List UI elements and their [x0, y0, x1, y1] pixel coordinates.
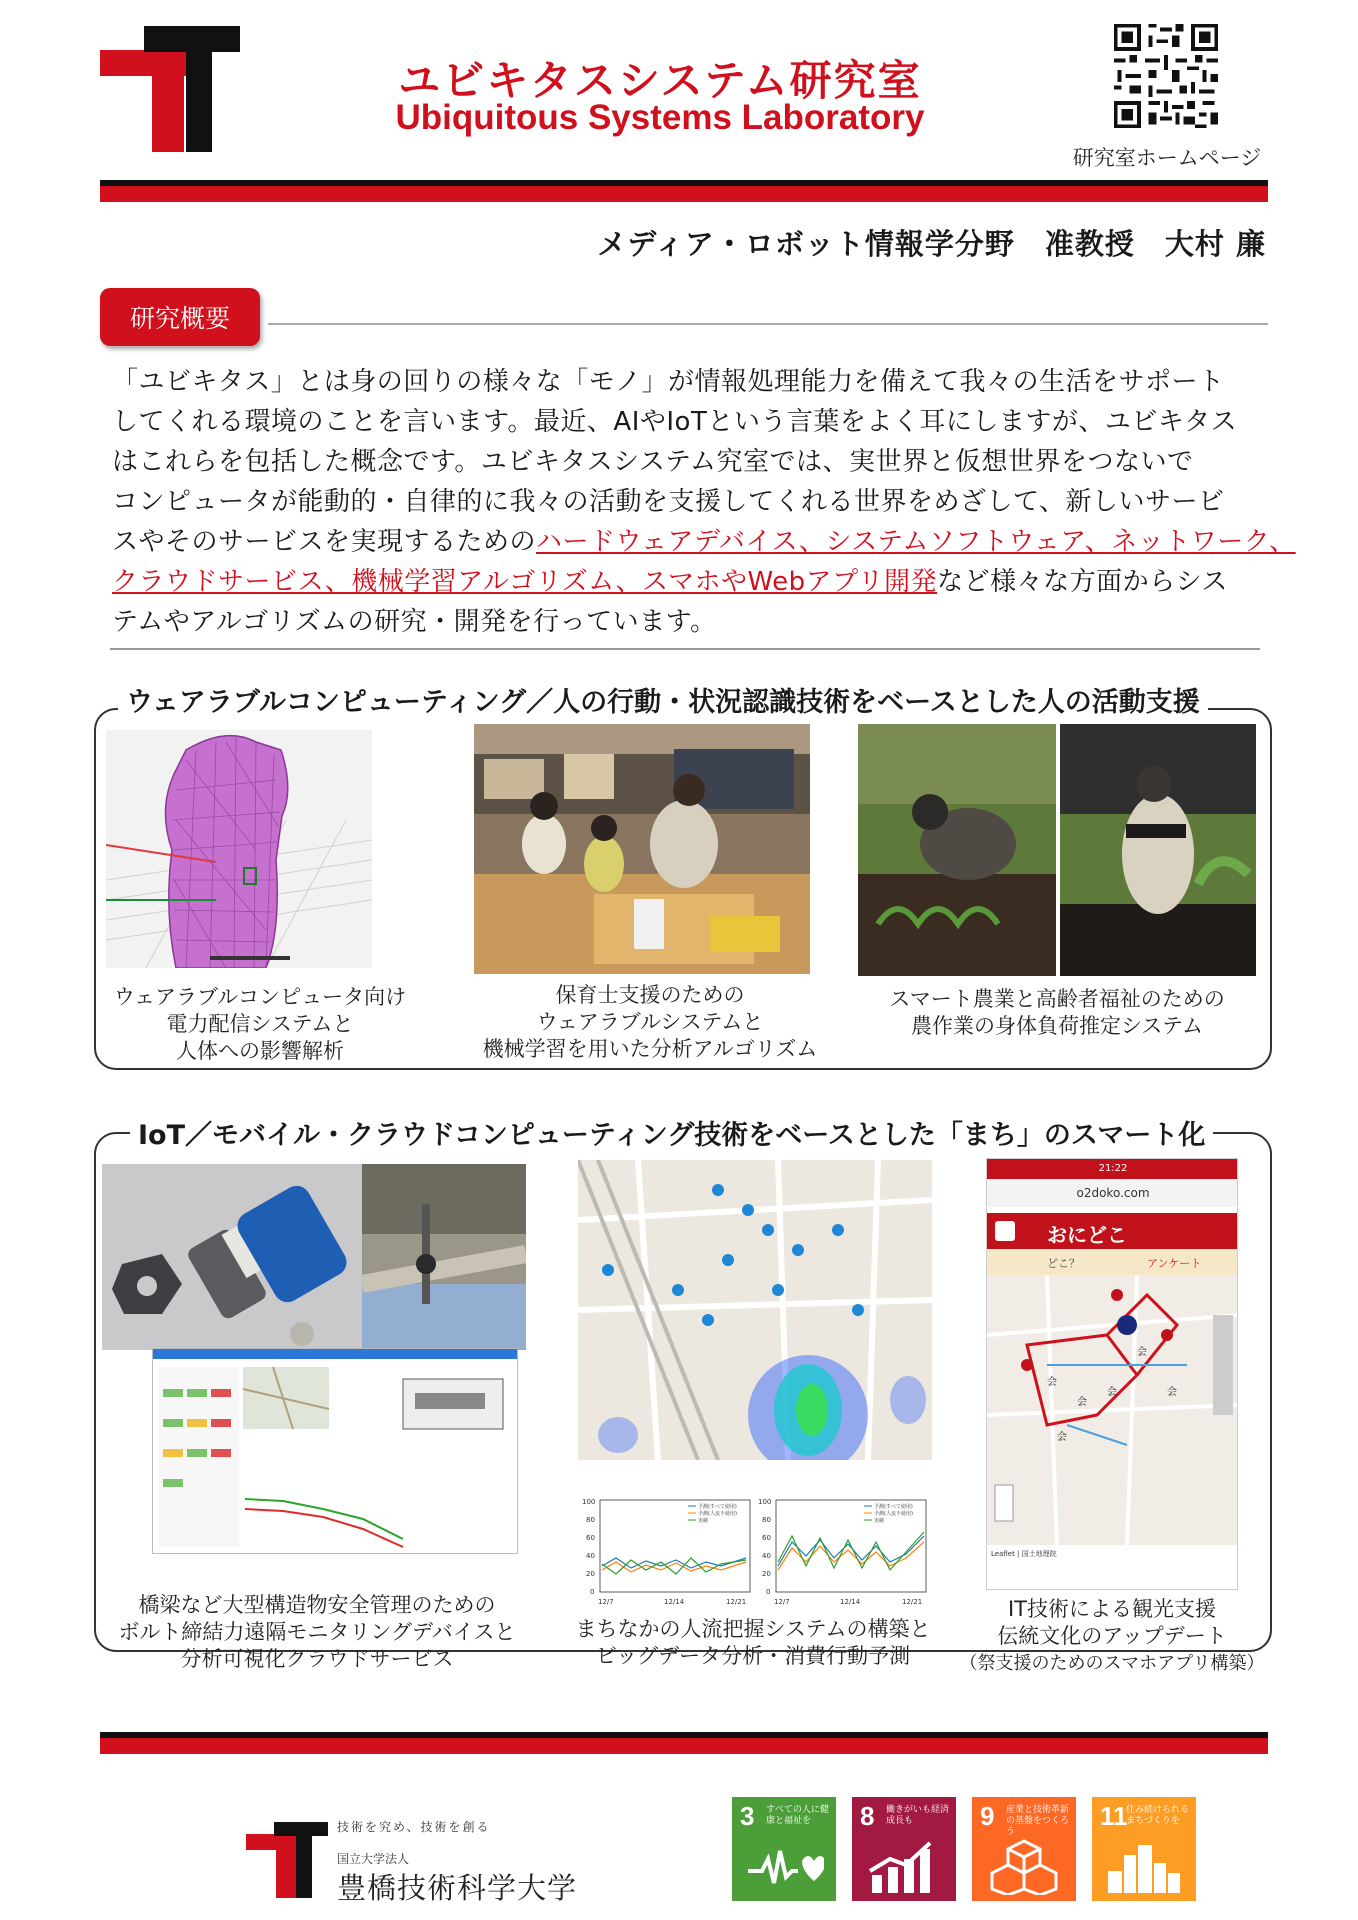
overview-line	[112, 442, 1262, 482]
svg-text:予測(人流不使用): 予測(人流不使用)	[874, 1511, 913, 1517]
university-tagline: 技術を究め、技術を創る	[337, 1820, 491, 1834]
svg-text:実績: 実績	[874, 1518, 885, 1524]
svg-text:20: 20	[762, 1570, 771, 1578]
svg-text:0: 0	[590, 1588, 595, 1596]
svg-text:予測(人流不使用): 予測(人流不使用)	[698, 1511, 737, 1517]
overview-text-run: テムやアルゴリズムの研究・開発を行っています。	[112, 607, 717, 637]
qr-code[interactable]	[1110, 20, 1222, 132]
caption-wearable-power: ウェアラブルコンピュータ向け 電力配信システムと 人体への影響解析	[113, 985, 407, 1063]
browser-url-bar[interactable]: o2doko.com	[987, 1179, 1238, 1207]
lab-name-jp: ユビキタスシステム研究室	[398, 56, 922, 105]
bridge-installation-photo	[362, 1164, 526, 1350]
caption-people-flow: まちなかの人流把握システムの構築と ビッグデータ分析・消費行動予測	[575, 1617, 931, 1668]
svg-text:0: 0	[766, 1588, 771, 1596]
svg-text:100: 100	[582, 1498, 596, 1506]
svg-text:実績: 実績	[698, 1518, 709, 1524]
university-corp-label: 国立大学法人	[337, 1852, 410, 1866]
caption-nursery: 保育士支援のための ウェアラブルシステムと 機械学習を用いた分析アルゴリズム	[482, 983, 818, 1061]
panel-iot-city-title: IoT／モバイル・クラウドコンピューティング技術をベースとした「まち」のスマート化	[130, 1113, 1213, 1152]
svg-text:12/7: 12/7	[774, 1598, 790, 1606]
app-subbar	[987, 1249, 1238, 1275]
overview-text-run: スやそのサービスを実現するための	[112, 527, 537, 557]
forecast-chart-right	[756, 1496, 932, 1606]
overview-line	[112, 362, 1262, 402]
svg-text:会: 会	[1167, 1387, 1177, 1398]
caption-farm: スマート農業と高齢者福祉のための 農作業の身体負荷推定システム	[889, 987, 1225, 1038]
city-buildings-icon	[1104, 1837, 1184, 1895]
overview-text-run: など様々な方面からシス	[937, 567, 1228, 597]
svg-text:会: 会	[1077, 1397, 1087, 1408]
caption-tourism-app: IT技術による観光支援 伝統文化のアップデート （祭支援のためのスマホアプリ構築）	[959, 1597, 1265, 1674]
survey-link[interactable]: アンケート	[1147, 1257, 1202, 1270]
growth-chart-icon	[864, 1837, 944, 1895]
overview-line	[112, 482, 1262, 522]
app-header	[987, 1213, 1238, 1249]
svg-text:80: 80	[762, 1516, 771, 1524]
lab-logo-mark	[100, 26, 240, 154]
wearable-body-simulation-image	[106, 730, 372, 968]
people-flow-map	[578, 1160, 932, 1460]
sdg-3-badge: 3 すべての人に健康と福祉を	[732, 1797, 836, 1901]
lab-name-en: Ubiquitous Systems Laboratory	[395, 98, 925, 137]
overview-highlight: クラウドサービス、機械学習アルゴリズム、スマホやWebアプリ開発	[112, 567, 938, 597]
university-logo-mark	[246, 1822, 328, 1898]
svg-text:40: 40	[586, 1552, 595, 1560]
hamburger-menu-icon[interactable]	[995, 1221, 1015, 1241]
monitoring-dashboard-screenshot	[152, 1348, 518, 1554]
overview-text	[112, 362, 1296, 642]
phone-status-bar: 21:22	[987, 1159, 1238, 1179]
overview-tag-rule	[268, 323, 1268, 325]
sdg-9-badge: 9 産業と技術革新の基盤をつくろう	[972, 1797, 1076, 1901]
overview-text-run: してくれる環境のことを言います。最近、AIやIoTという言葉をよく耳にしますが、ユビキタス	[112, 407, 1238, 437]
farm-work-photo	[858, 724, 1256, 976]
section-divider	[110, 648, 1260, 650]
svg-text:80: 80	[586, 1516, 595, 1524]
author-line: メディア・ロボット情報学分野 准教授 大村 廉	[597, 227, 1266, 261]
svg-text:予測(すべて使用): 予測(すべて使用)	[874, 1504, 913, 1510]
festival-map[interactable]	[987, 1275, 1238, 1545]
svg-text:100: 100	[758, 1498, 772, 1506]
footer-rule-red	[100, 1738, 1268, 1754]
university-name: 豊橋技術科学大学	[337, 1871, 578, 1905]
forecast-chart-left	[576, 1496, 756, 1606]
svg-text:40: 40	[762, 1552, 771, 1560]
app-name: おにどこ	[1047, 1223, 1127, 1247]
cubes-icon	[984, 1837, 1064, 1895]
overview-line	[112, 562, 1262, 602]
header-rule-red	[100, 186, 1268, 202]
panel-wearable-title: ウェアラブルコンピューティング／人の行動・状況認識技術をベースとした人の活動支援	[118, 680, 1208, 719]
svg-text:60: 60	[586, 1534, 595, 1542]
sdg-8-badge: 8 働きがいも経済成長も	[852, 1797, 956, 1901]
overview-text-run: コンピュータが能動的・自律的に我々の活動を支援してくれる世界をめざして、新しいサービ	[112, 487, 1225, 517]
overview-line	[112, 402, 1262, 442]
overview-line	[112, 602, 1262, 642]
where-label[interactable]: どこ？	[1047, 1257, 1080, 1270]
nursery-classroom-photo	[474, 724, 810, 974]
svg-text:会: 会	[1137, 1347, 1147, 1358]
heartbeat-icon	[744, 1837, 824, 1895]
svg-text:20: 20	[586, 1570, 595, 1578]
overview-line	[112, 522, 1296, 562]
sdg-11-badge: 11 住み続けられるまちづくりを	[1092, 1797, 1196, 1901]
svg-text:会: 会	[1057, 1432, 1067, 1443]
qr-caption: 研究室ホームページ	[1072, 146, 1262, 170]
svg-text:12/21: 12/21	[902, 1598, 923, 1606]
svg-text:12/14: 12/14	[840, 1598, 861, 1606]
svg-text:12/14: 12/14	[664, 1598, 685, 1606]
svg-text:会: 会	[1107, 1387, 1117, 1398]
caption-bolt-monitoring: 橋梁など大型構造物安全管理のための ボルト締結力遠隔モニタリングデバイスと 分析可視化クラウドサービス	[118, 1593, 516, 1671]
svg-text:12/7: 12/7	[598, 1598, 614, 1606]
svg-text:会: 会	[1047, 1377, 1057, 1388]
onidoko-app-screenshot	[986, 1158, 1238, 1590]
svg-text:予測(すべて使用): 予測(すべて使用)	[698, 1504, 737, 1510]
svg-text:60: 60	[762, 1534, 771, 1542]
overview-text-run: 「ユビキタス」とは身の回りの様々な「モノ」が情報処理能力を備えて我々の生活をサポート	[112, 367, 1225, 397]
overview-text-run: はこれらを包括した概念です。ユビキタスシステム究室では、実世界と仮想世界をつないで	[112, 447, 1194, 477]
overview-tag: 研究概要	[100, 288, 260, 346]
overview-highlight: ハードウェアデバイス、システムソフトウェア、ネットワーク、	[536, 527, 1296, 557]
bolt-sensor-photo	[102, 1164, 362, 1350]
svg-text:12/21: 12/21	[726, 1598, 747, 1606]
map-attribution: Leaflet | 国土地理院	[991, 1550, 1057, 1558]
